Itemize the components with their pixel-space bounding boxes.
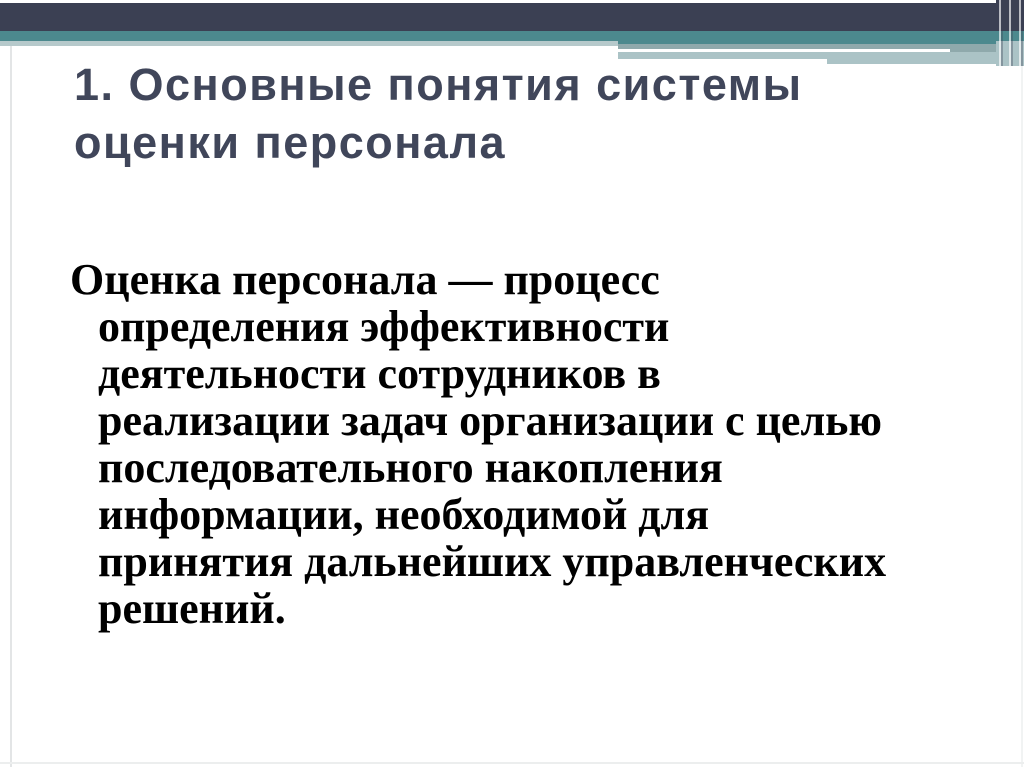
body-line: информации, необходимой для xyxy=(98,490,710,539)
left-margin-line xyxy=(10,46,12,767)
body-line: деятельности сотрудников в xyxy=(98,349,661,398)
body-line: последовательного накопления xyxy=(98,443,723,492)
slide-title xyxy=(74,56,803,172)
slide-title-line-2: оценки персонала xyxy=(74,117,507,168)
header-right-light-band-step xyxy=(827,59,1012,64)
header-top-bar-decoration xyxy=(0,3,998,31)
header-teal-band-decoration xyxy=(0,31,1024,41)
slide-body-paragraph xyxy=(70,256,980,632)
body-line: Оценка персонала — процесс xyxy=(70,255,660,304)
bottom-edge-line xyxy=(0,762,1024,764)
body-line: реализации задач организации с целью xyxy=(98,396,883,445)
body-line: решений. xyxy=(98,584,286,633)
body-line: определения эффективности xyxy=(98,302,670,351)
header-left-light-band xyxy=(0,41,618,46)
slide-title-line-1: 1. Основные понятия системы xyxy=(74,59,803,110)
right-edge-line xyxy=(1021,66,1023,767)
body-line: принятия дальнейших управленческих xyxy=(98,537,887,586)
corner-stripes-decoration xyxy=(996,0,1024,66)
